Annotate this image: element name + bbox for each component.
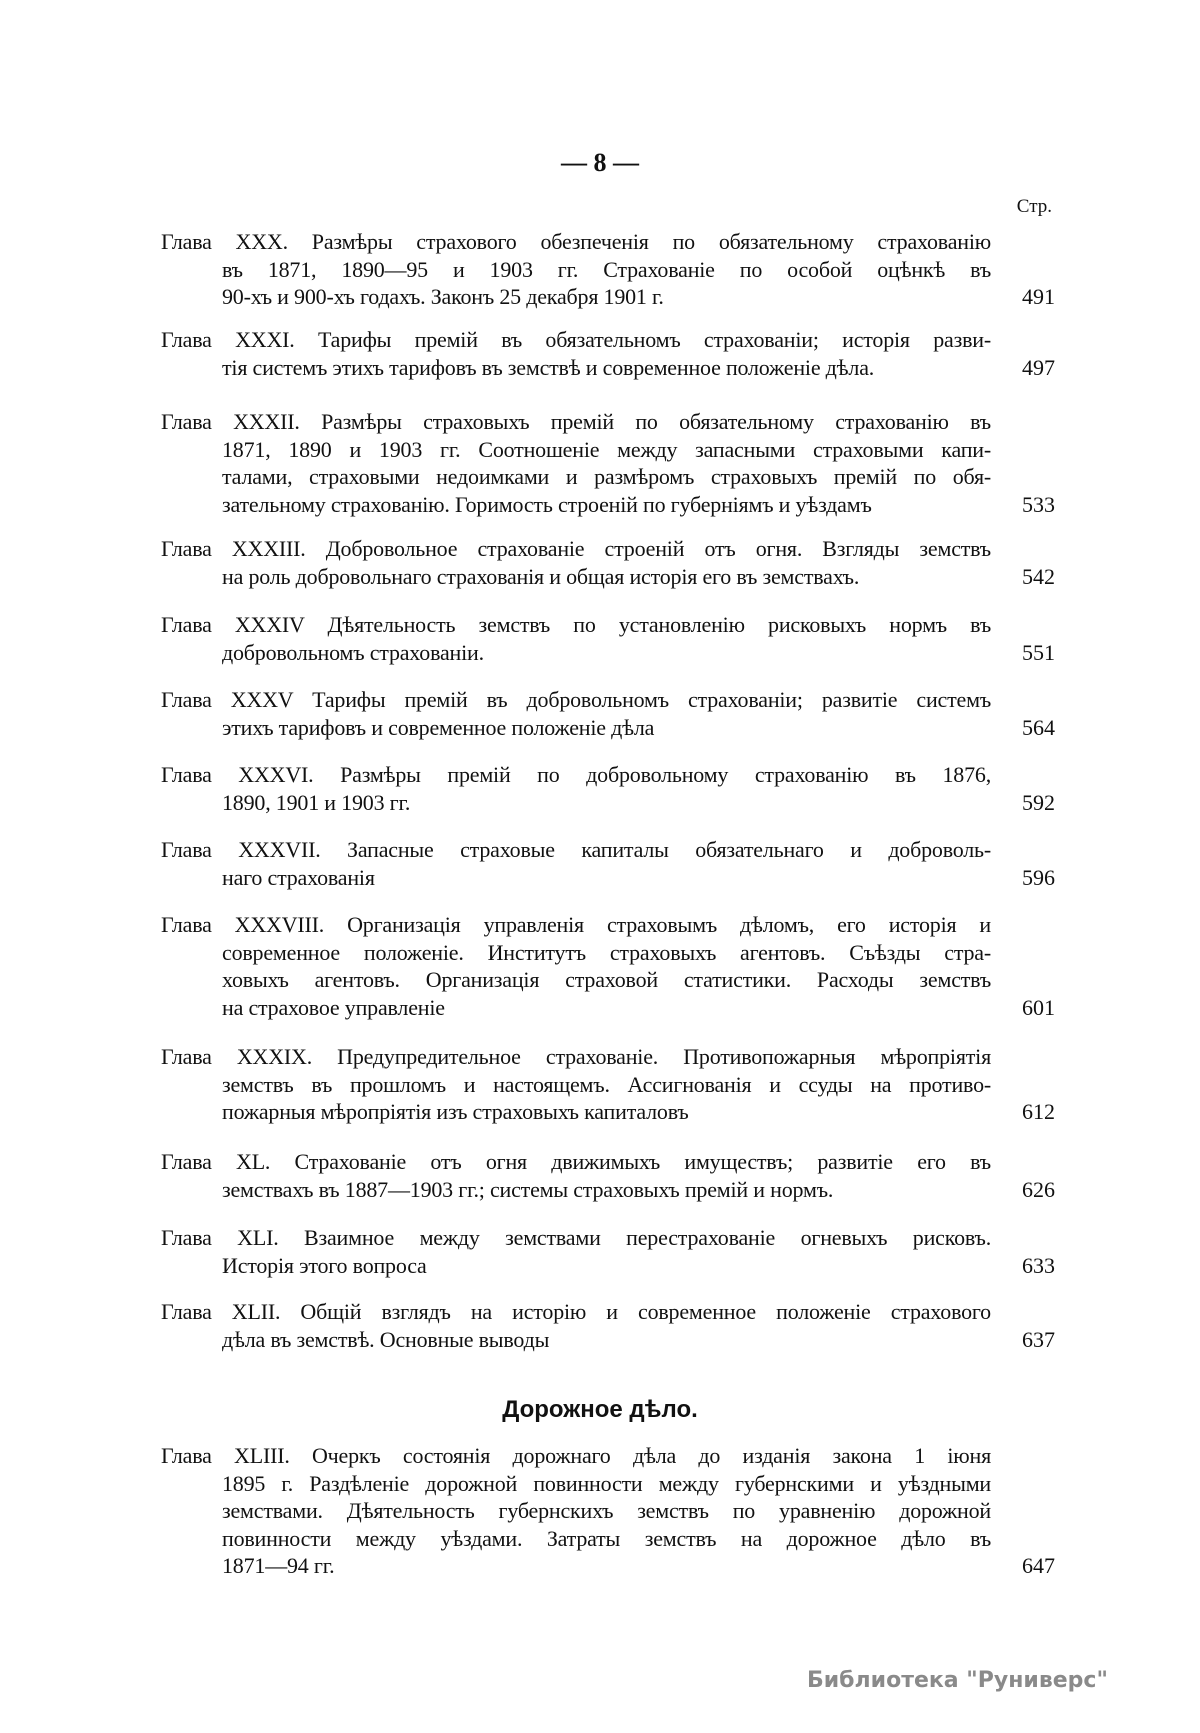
toc-entry-line: 1895 г. Раздѣленіе дорожной повинности между губернскими и уѣздными xyxy=(222,1470,991,1496)
toc-entry-line: Глава XXX. Размѣры страхового обезпеченія по обязательному страхованію xyxy=(161,229,991,254)
toc-entry-line: Глава XXXIX. Предупредительное страхованіе. Противопожарныя мѣропріятія xyxy=(161,1044,991,1069)
toc-entry xyxy=(161,1224,1055,1279)
toc-entry xyxy=(161,836,1055,891)
toc-page-ref: 542 xyxy=(1022,563,1055,589)
toc-entry-line: наго страхованія xyxy=(222,864,375,890)
toc-entry xyxy=(161,408,1055,518)
toc-page-ref: 647 xyxy=(1022,1553,1055,1578)
toc-entry-line: Глава XXXVI. Размѣры премій по добровольному страхованію въ 1876, xyxy=(161,762,991,787)
toc-entry-line: тія системъ этихъ тарифовъ въ земствѣ и современное положеніе дѣла. xyxy=(222,354,875,380)
toc-entry xyxy=(161,326,1055,381)
toc-page-ref: 601 xyxy=(1022,994,1055,1020)
toc-entry-line: талами, страховыми недоимками и размѣромъ страховыхъ премій по обя- xyxy=(222,464,991,489)
toc-entry xyxy=(161,535,1055,590)
toc-entry-line: пожарныя мѣропріятія изъ страховыхъ капиталовъ xyxy=(222,1099,689,1124)
toc-entry xyxy=(161,611,1055,666)
toc-entry-line: этихъ тарифовъ и современное положеніе дѣла xyxy=(222,714,655,740)
toc-entry-line: Глава XXXVIII. Организація управленія страховымъ дѣломъ, его исторія и xyxy=(161,912,991,937)
toc-entry xyxy=(161,761,1055,816)
toc-entry-line: Глава XLIII. Очеркъ состоянія дорожнаго дѣла до изданія закона 1 іюня xyxy=(161,1443,991,1468)
toc-entry xyxy=(161,1043,1055,1126)
toc-entry-line: Глава XLII. Общій взглядъ на исторію и современное положеніе страхового xyxy=(161,1299,991,1324)
toc-entry-line: земствъ въ прошломъ и настоящемъ. Ассигнованія и ссуды на противо- xyxy=(222,1071,991,1097)
toc-page-ref: 592 xyxy=(1022,789,1055,815)
toc-entry-line: зательному страхованію. Горимость строеній по губерніямъ и уѣздамъ xyxy=(222,491,872,517)
page-column-header: Стр. xyxy=(1016,196,1052,217)
toc-entry-line: Глава XXXVII. Запасные страховые капиталы обязательнаго и доброволь- xyxy=(161,837,991,862)
toc-entry-line: Исторія этого вопроса xyxy=(222,1252,427,1278)
toc-entry xyxy=(161,686,1055,741)
toc-entry-line: Глава XXXIV Дѣятельность земствъ по установленію рисковыхъ нормъ въ xyxy=(161,612,991,637)
toc-page-ref: 551 xyxy=(1022,639,1055,665)
toc-page-ref: 637 xyxy=(1022,1326,1055,1352)
toc-entry-line: Глава XXXI. Тарифы премій въ обязательномъ страхованіи; исторія разви- xyxy=(161,327,991,352)
page-number: — 8 — xyxy=(561,148,639,177)
toc-entry xyxy=(161,1298,1055,1353)
toc-entry-line: Глава XXXII. Размѣры страховыхъ премій по обязательному страхованію въ xyxy=(161,409,991,434)
toc-entry-line: повинности между уѣздами. Затраты земствъ на дорожное дѣло въ xyxy=(222,1525,991,1551)
toc-entry-line: современное положеніе. Институтъ страховыхъ агентовъ. Съѣзды стра- xyxy=(222,939,991,965)
toc-entry-line: Глава XXXIII. Добровольное страхованіе строеній отъ огня. Взгляды земствъ xyxy=(161,536,991,561)
toc-entry xyxy=(161,1442,1055,1580)
toc-entry-line: дѣла въ земствѣ. Основные выводы xyxy=(222,1326,550,1352)
toc-entry-line: ховыхъ агентовъ. Организація страховой статистики. Расходы земствъ xyxy=(222,967,991,992)
toc-entry xyxy=(161,1148,1055,1203)
toc-entry-line: Глава XL. Страхованіе отъ огня движимыхъ имуществъ; развитіе его въ xyxy=(161,1149,991,1174)
toc-page-ref: 633 xyxy=(1022,1252,1055,1278)
toc-entry-line: земствахъ въ 1887—1903 гг.; системы страховыхъ премій и нормъ. xyxy=(222,1176,834,1202)
toc-page-ref: 564 xyxy=(1022,714,1055,740)
toc-entry-line: Глава XXXV Тарифы премій въ добровольномъ страхованіи; развитіе системъ xyxy=(161,687,991,712)
section-heading: Дорожное дѣло. xyxy=(502,1396,698,1423)
toc-page-ref: 626 xyxy=(1022,1176,1055,1202)
toc-entry-line: въ 1871, 1890—95 и 1903 гг. Страхованіе по особой оцѣнкѣ въ xyxy=(222,256,991,282)
toc-page-ref: 596 xyxy=(1022,864,1055,890)
watermark: Библиотека "Руниверс" xyxy=(807,1668,1108,1693)
toc-entry xyxy=(161,228,1055,311)
toc-entry-line: 90-хъ и 900-хъ годахъ. Законъ 25 декабря 1901 г. xyxy=(222,284,664,309)
toc-page-ref: 612 xyxy=(1022,1099,1055,1124)
toc-entry-line: земствами. Дѣятельность губернскихъ земствъ по уравненію дорожной xyxy=(222,1498,991,1523)
toc-entry-line: на страховое управленіе xyxy=(222,994,445,1020)
toc-page-ref: 491 xyxy=(1022,284,1055,309)
toc-entry-line: Глава XLI. Взаимное между земствами перестрахованіе огневыхъ рисковъ. xyxy=(161,1225,991,1250)
toc-entry-line: 1871, 1890 и 1903 гг. Соотношеніе между запасными страховыми капи- xyxy=(222,436,991,462)
toc-entry-line: добровольномъ страхованіи. xyxy=(222,639,484,665)
toc-entry-line: на роль добровольнаго страхованія и общая исторія его въ земствахъ. xyxy=(222,563,860,589)
toc-entry-line: 1871—94 гг. xyxy=(222,1553,335,1578)
toc-page-ref: 533 xyxy=(1022,491,1055,517)
toc-page-ref: 497 xyxy=(1022,354,1055,380)
toc-entry xyxy=(161,911,1055,1021)
toc-entry-line: 1890, 1901 и 1903 гг. xyxy=(222,789,411,815)
